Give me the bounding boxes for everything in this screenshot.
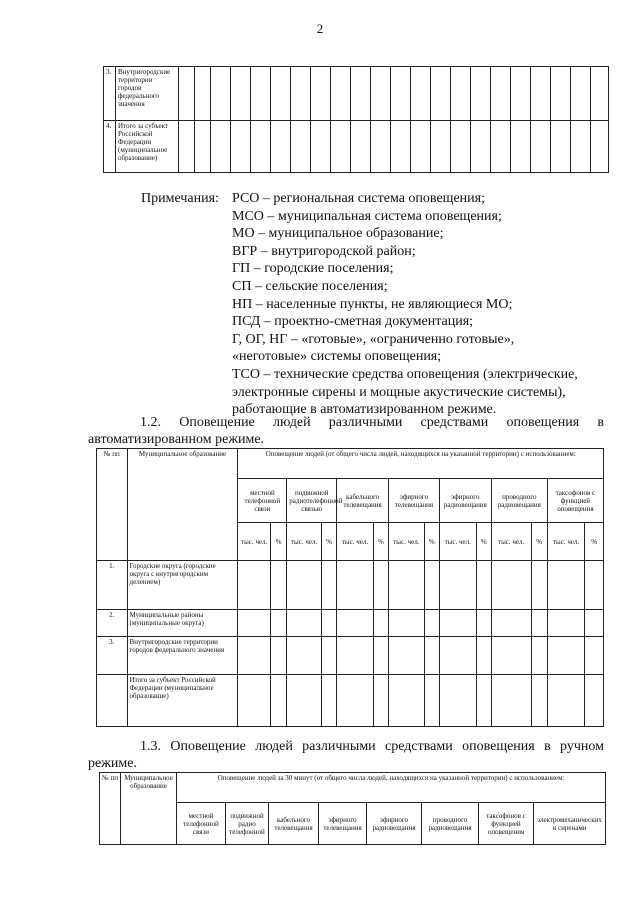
sub-header-percent: % [476, 523, 491, 561]
row-number [97, 675, 128, 727]
method-header: эфирного телевещания [319, 803, 367, 845]
note-line: электронные сирены и мощные акустические системы), [232, 384, 566, 400]
top-table [103, 66, 609, 173]
method-header: местной телефонной связи [238, 479, 287, 523]
method-header: кабельного телевещания [269, 803, 319, 845]
row-label: Итого за субъект Российской Федерации (муниципальное образование) [116, 121, 179, 173]
table-row [97, 675, 604, 727]
row-label: Внутригородские территории городов федерального значения [127, 637, 238, 675]
note-line: МО – муниципальное образование; [232, 226, 444, 242]
row-label: Внутригородские территории городов федерального значения [116, 67, 179, 121]
method-header: эфирного радиовещания [439, 479, 491, 523]
notes-list [232, 190, 612, 419]
table-row [104, 67, 609, 121]
method-header: кабельного телевещания [337, 479, 389, 523]
sub-header-thousands: тыс. чел. [238, 523, 271, 561]
notes-heading: Примечания: [141, 191, 219, 206]
sub-header-percent: % [424, 523, 439, 561]
method-header: эфирного телевещания [389, 479, 440, 523]
sub-header-thousands: тыс. чел. [337, 523, 374, 561]
row-number: 4. [104, 121, 116, 173]
note-line: НП – населенные пункты, не являющиеся МО; [232, 296, 513, 312]
section-1-3-title: 1.3. Оповещение людей различными средствами оповещения в ручном режиме. [88, 739, 604, 771]
note-line: РСО – региональная система оповещения; [232, 191, 485, 206]
note-line: ПСД – проектно-сметная документация; [232, 314, 474, 330]
sub-header-percent: % [531, 523, 547, 561]
row-number: 1. [97, 561, 128, 610]
row-number: 2. [97, 610, 128, 637]
row-label: Муниципальные районы (муниципальные округа) [127, 610, 238, 637]
method-header: местной телефонной связи [177, 803, 226, 845]
method-header: электромеханических и сиренами [534, 803, 606, 845]
note-line: ВГР – внутригородской район; [232, 243, 416, 259]
sub-header-thousands: тыс. чел. [547, 523, 585, 561]
automated-notification-table [96, 448, 604, 727]
table-row [97, 610, 604, 637]
table-row [97, 561, 604, 610]
group-header: Оповещение людей за 30 минут (от общего числа людей, находящихся на указанной территории) с использованием: [177, 773, 606, 803]
method-header: проводного радиовещания [491, 479, 547, 523]
sub-header-thousands: тыс. чел. [439, 523, 476, 561]
group-header: Оповещение людей (от общего числа людей, находящихся на указанной территории) с использованием: [238, 449, 604, 479]
note-line: «неготовые» системы оповещения; [232, 349, 442, 365]
page-number: 2 [316, 21, 324, 36]
method-header: таксофонов с функцией оповещения [479, 803, 534, 845]
col-header-entity: Муниципальное образование [121, 773, 177, 845]
table-row [97, 637, 604, 675]
row-label: Городские округа (городские округа с внутригородским делением) [127, 561, 238, 610]
sub-header-percent: % [271, 523, 287, 561]
method-header: таксофонов с функцией оповещения [547, 479, 603, 523]
table-row [104, 121, 609, 173]
row-number: 3. [104, 67, 116, 121]
sub-header-thousands: тыс. чел. [287, 523, 322, 561]
row-label: Итого за субъект Российской Федерации (муниципальное образование) [127, 675, 238, 727]
sub-header-percent: % [373, 523, 388, 561]
sub-header-percent: % [585, 523, 604, 561]
note-line: ТСО – технические средства оповещения (электрические, [232, 366, 578, 382]
manual-notification-table [99, 772, 606, 845]
note-line: Г, ОГ, НГ – «готовые», «ограниченно готовые», [232, 331, 515, 347]
col-header-number: № пп [100, 773, 121, 845]
method-header: проводного радиовещания [422, 803, 479, 845]
sub-header-thousands: тыс. чел. [389, 523, 425, 561]
note-line: ГП – городские поселения; [232, 261, 394, 277]
note-line: МСО – муниципальная система оповещения; [232, 208, 502, 224]
col-header-entity: Муниципальное образование [127, 449, 238, 561]
sub-header-thousands: тыс. чел. [491, 523, 531, 561]
note-line: работающие в автоматизированном режиме. [232, 402, 497, 418]
note-line: СП – сельские поселения; [232, 278, 388, 294]
section-1-2-title: 1.2. Оповещение людей различными средствами оповещения в автоматизированном режиме. [88, 415, 604, 447]
method-header: подвижной радио телефонной [226, 803, 269, 845]
row-number: 3. [97, 637, 128, 675]
method-header: эфирного радиовещания [367, 803, 422, 845]
method-header: подвижной радиотелефонной связью [287, 479, 337, 523]
sub-header-percent: % [321, 523, 336, 561]
col-header-number: № пп [97, 449, 128, 561]
